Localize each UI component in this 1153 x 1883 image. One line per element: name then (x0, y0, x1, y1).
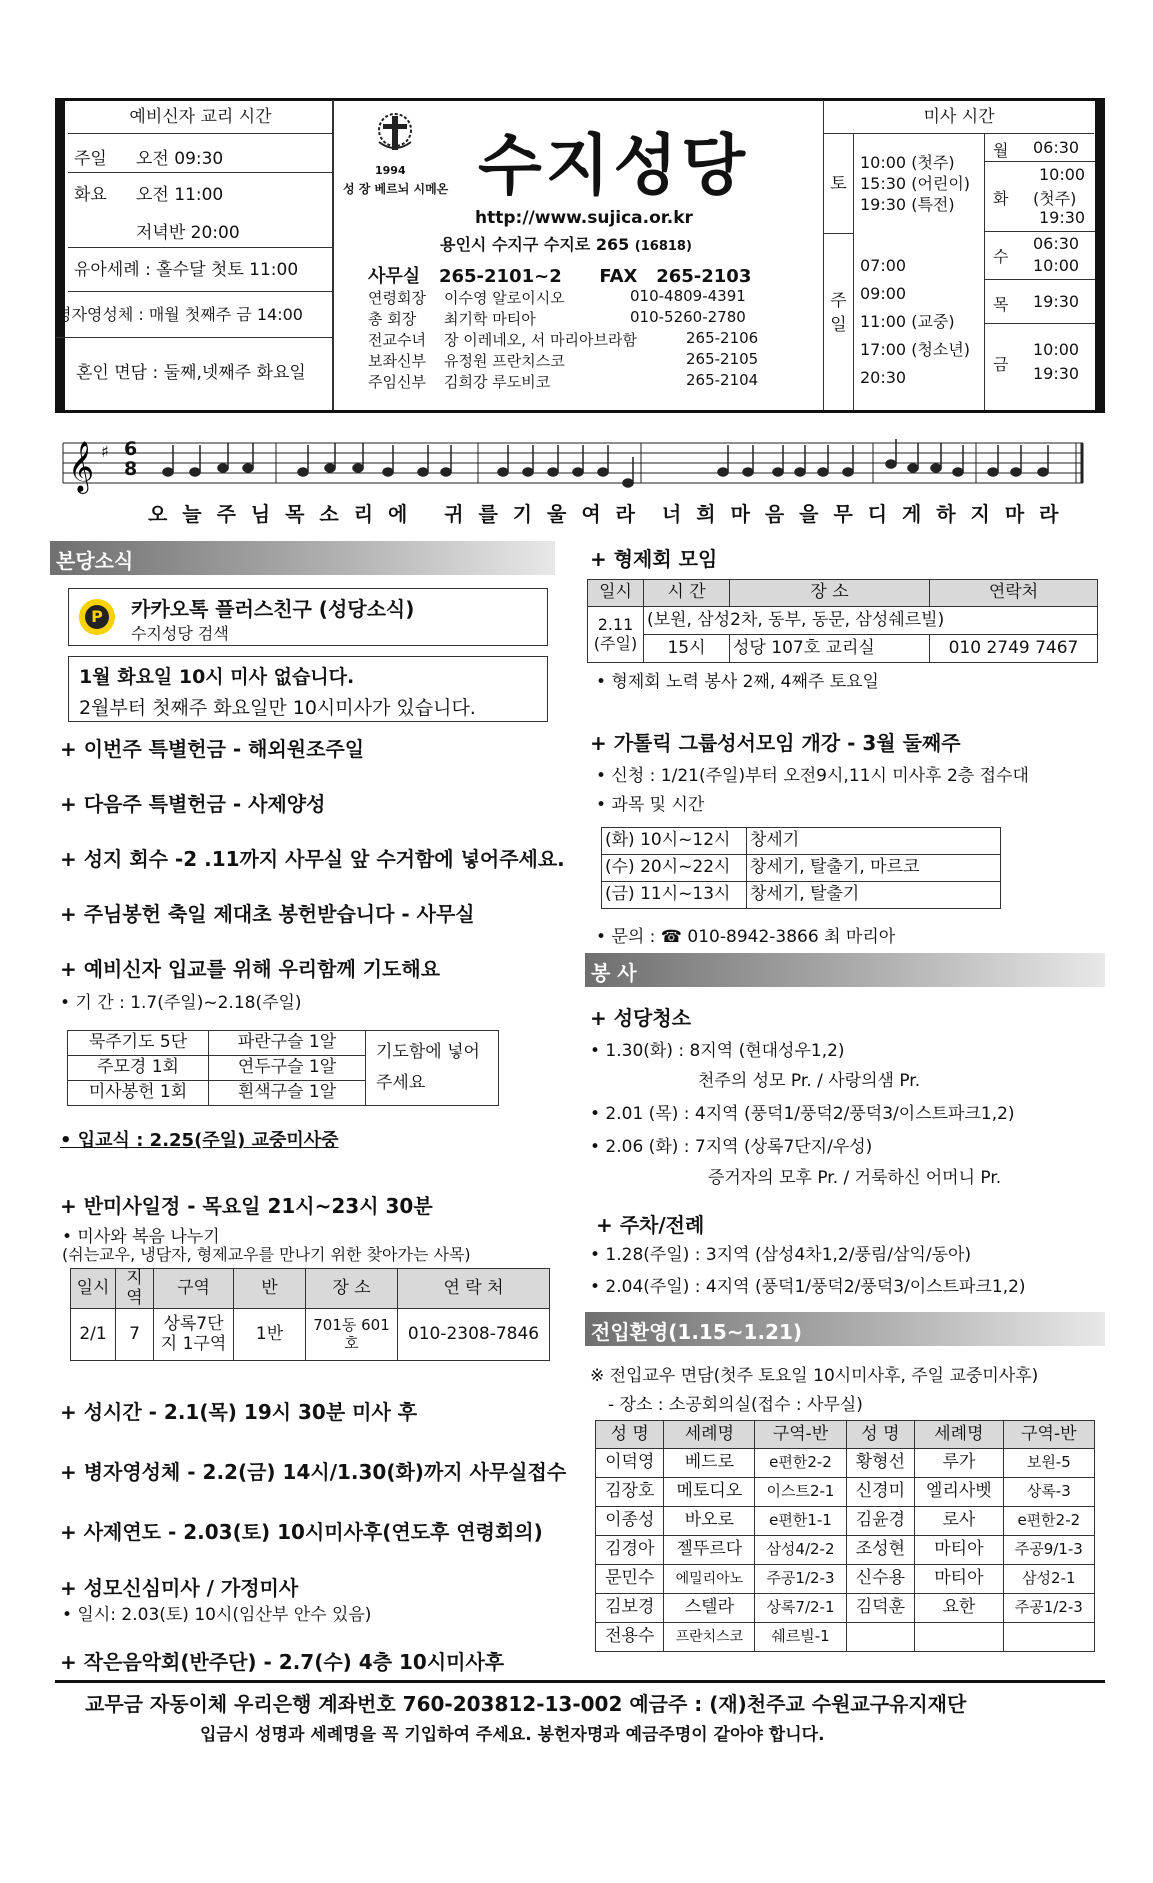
marriage-consult: 혼인 면담 : 둘째,넷째주 화요일 (76, 363, 306, 383)
table-cell: 2/1 (71, 1309, 116, 1361)
table-cell: 1반 (234, 1309, 306, 1361)
footer-divider (55, 1680, 1105, 1683)
table-header: 연 락 처 (398, 1269, 550, 1309)
table-cell: 흰색구슬 1알 (209, 1081, 366, 1106)
brothers-note: • 형제회 노력 봉사 2째, 4째주 토요일 (596, 672, 879, 692)
table-row (602, 855, 1001, 882)
table-cell: 701동 601호 (306, 1309, 398, 1361)
table-row (68, 1031, 499, 1056)
weekday-day: 목 (993, 295, 1009, 314)
church-address (440, 232, 692, 255)
cleaning-item: 증거자의 모후 Pr. / 거룩하신 어머니 Pr. (708, 1168, 1002, 1188)
table-cell: 묵주기도 5단 (68, 1031, 209, 1056)
table-cell: 로사 (915, 1507, 1003, 1536)
table-cell: 상록-3 (1003, 1478, 1094, 1507)
kakao-plus-icon: P (79, 599, 115, 635)
notes (58, 435, 1088, 495)
welcome-note-1: ※ 전입교우 면담(첫주 토요일 10시미사후, 주일 교중미사후) (590, 1366, 1039, 1386)
table-cell: 파란구슬 1알 (209, 1031, 366, 1056)
music-staff (58, 435, 1088, 495)
section-title-service: 봉 사 (585, 953, 1105, 987)
table-cell: 주공9/1-3 (1003, 1536, 1094, 1565)
table-row (602, 828, 1001, 855)
table-header: 장 소 (730, 580, 930, 607)
table-header: 세례명 (664, 1421, 755, 1449)
table-row (596, 1623, 1095, 1652)
table-row (71, 1309, 550, 1361)
contact-row (368, 287, 808, 308)
holy-hour: + 성시간 - 2.1(목) 19시 30분 미사 후 (60, 1400, 418, 1424)
edu-time-3: 저녁반 20:00 (136, 223, 240, 243)
table-cell: (보원, 삼성2차, 동부, 동문, 삼성쉐르빌) (644, 607, 1098, 635)
table-cell: 김덕훈 (846, 1594, 914, 1623)
notice-box (68, 656, 548, 722)
table-cell: 김윤경 (846, 1507, 914, 1536)
table-cell (846, 1623, 914, 1652)
contact-row (368, 371, 808, 392)
banmisa-table (70, 1268, 550, 1361)
contact-label: • 문의 : (596, 927, 656, 947)
table-cell: 김경아 (596, 1536, 664, 1565)
table-row (596, 1536, 1095, 1565)
table-header: 일시 (588, 580, 644, 607)
sun-time: 17:00 (청소년) (860, 340, 971, 359)
table-row (596, 1507, 1095, 1536)
table-cell: 신경미 (846, 1478, 914, 1507)
contact-row (368, 329, 808, 350)
table-cell (1003, 1623, 1094, 1652)
section-title-welcome: 전입환영(1.15~1.21) (585, 1312, 1105, 1346)
phone-icon: ☎ (660, 927, 683, 947)
sat-time: 10:00 (첫주) (860, 153, 955, 172)
palm-collection: + 성지 회수 -2 .11까지 사무실 앞 수거함에 넣어주세요. (60, 847, 565, 871)
fax-label: FAX (599, 266, 638, 287)
sun-time: 07:00 (860, 256, 907, 275)
contact-name: 최기학 마티아 (444, 310, 536, 328)
table-cell: 이종성 (596, 1507, 664, 1536)
contact-role: 전교수녀 (368, 331, 426, 349)
sunday-times (860, 252, 970, 392)
marian-mass-note: • 일시: 2.03(토) 10시(임산부 안수 있음) (62, 1605, 372, 1625)
table-header-row (596, 1421, 1095, 1449)
table-cell: (금) 11시~13시 (602, 882, 747, 909)
table-cell: e편한1-1 (755, 1507, 846, 1536)
catechumen-prayer: + 예비신자 입교를 위해 우리함께 기도해요 (60, 957, 441, 981)
table-header: 지역 (116, 1269, 154, 1309)
cleaning-item: 천주의 성모 Pr. / 사랑의샘 Pr. (698, 1071, 921, 1091)
table-cell: 전용수 (596, 1623, 664, 1652)
table-header: 구역-반 (1003, 1421, 1094, 1449)
zip-code: (16818) (634, 239, 692, 254)
kakao-subtitle: 수지성당 검색 (131, 624, 229, 643)
logo-year: 1994 (375, 164, 406, 177)
table-cell: 상록7단지 1구역 (154, 1309, 234, 1361)
table-cell: 쉐르빌-1 (755, 1623, 846, 1652)
candle-offering: + 주님봉헌 축일 제대초 봉헌받습니다 - 사무실 (60, 902, 475, 926)
table-cell: 김보경 (596, 1594, 664, 1623)
table-cell: 삼성4/2-2 (755, 1536, 846, 1565)
kakao-title: 카카오톡 플러스친구 (성당소식) (131, 597, 415, 621)
brothers-meeting-title: + 형제회 모임 (590, 547, 718, 571)
table-cell: 마티아 (915, 1536, 1003, 1565)
weekday-time: 19:30 (1039, 208, 1086, 227)
prayer-note: 기도함에 넣어 주세요 (366, 1031, 499, 1106)
cleaning-item: • 2.01 (목) : 4지역 (풍덕1/풍덕2/풍덕3/이스트파크1,2) (590, 1104, 1015, 1124)
brothers-table (587, 579, 1098, 663)
edu-day-2: 화요 (74, 185, 107, 205)
edu-schedule (68, 134, 333, 248)
table-cell: 루가 (915, 1449, 1003, 1478)
logo-caption: 성 장 베르뇌 시메온 (343, 182, 449, 196)
table-cell: 주모경 1회 (68, 1056, 209, 1081)
contact-name: 김희강 루도비코 (444, 373, 551, 391)
prayer-table (67, 1030, 499, 1106)
table-header: 장 소 (306, 1269, 398, 1309)
fax-number: 265-2103 (656, 266, 752, 287)
table-cell: 상록7/2-1 (755, 1594, 846, 1623)
table-cell: 삼성2-1 (1003, 1565, 1094, 1594)
contact-name: 장 이레네오, 서 마리아브라함 (444, 331, 637, 349)
table-cell: 보원-5 (1003, 1449, 1094, 1478)
table-cell: 2.11 (주일) (588, 607, 644, 663)
table-cell: 이덕영 (596, 1449, 664, 1478)
bible-study-apply: • 신청 : 1/21(주일)부터 오전9시,11시 미사후 2층 접수대 (596, 766, 1029, 786)
table-cell: 7 (116, 1309, 154, 1361)
section-title-parish-news: 본당소식 (50, 541, 555, 575)
weekday-time: 10:00 (1033, 340, 1080, 359)
sun-time: 11:00 (교중) (860, 312, 955, 331)
table-cell: 조성현 (846, 1536, 914, 1565)
church-name: 수지성당 (478, 127, 750, 204)
sick-communion-notice: + 병자영성체 - 2.2(금) 14시/1.30(화)까지 사무실접수 (60, 1460, 567, 1484)
edu-time-1: 오전 09:30 (136, 149, 224, 169)
weekday-time: 19:30 (1033, 292, 1080, 311)
edu-time-2: 오전 11:00 (136, 185, 224, 205)
special-offering-next-week: + 다음주 특별헌금 - 사제양성 (60, 792, 326, 816)
table-cell: 젤뚜르다 (664, 1536, 755, 1565)
table-cell: 창세기, 탈출기 (747, 882, 1001, 909)
notice-line-1: 1월 화요일 10시 미사 없습니다. (79, 666, 355, 688)
contact-row (368, 350, 808, 371)
parking-item: • 2.04(주일) : 4지역 (풍덕1/풍덕2/풍덕3/이스트파크1,2) (590, 1277, 1026, 1297)
entrance-ceremony: • 입교식 : 2.25(주일) 교중미사중 (60, 1130, 339, 1151)
table-cell: 신수용 (846, 1565, 914, 1594)
table-header: 구역 (154, 1269, 234, 1309)
lyrics-line-a: 오 늘 주 님 목 소 리 에 귀 를 기 울 여 라 (148, 502, 639, 526)
weekday-row (985, 134, 1095, 162)
table-header: 세례명 (915, 1421, 1003, 1449)
table-cell: 주공1/2-3 (755, 1565, 846, 1594)
contact-name: 유정원 프란치스코 (444, 352, 565, 370)
time-sig-top: 6 (124, 438, 138, 460)
mass-times-box (823, 100, 1093, 410)
priest-memorial: + 사제연도 - 2.03(토) 10시미사후(연도후 연령회의) (60, 1520, 543, 1544)
contact-phone: 265-2105 (686, 350, 759, 368)
notice-line-2: 2월부터 첫째주 화요일만 10시미사가 있습니다. (79, 697, 476, 719)
weekday-time: (첫주) (1033, 189, 1077, 208)
table-row (596, 1449, 1095, 1478)
table-cell: 요한 (915, 1594, 1003, 1623)
divider (332, 100, 334, 410)
bible-study-subject: • 과목 및 시간 (596, 795, 705, 815)
cleaning-item: • 1.30(화) : 8지역 (현대성우1,2) (590, 1041, 845, 1061)
table-cell: 프란치스코 (664, 1623, 755, 1652)
table-header-row (588, 580, 1098, 607)
table-cell: 김장호 (596, 1478, 664, 1507)
kakao-box[interactable] (68, 588, 548, 646)
contact-phone: 265-2104 (686, 371, 759, 389)
contact-role: 보좌신부 (368, 352, 426, 370)
table-cell: 문민수 (596, 1565, 664, 1594)
weekday-row (985, 162, 1095, 232)
contact-phone: 010-5260-2780 (630, 308, 746, 326)
weekday-time: 19:30 (1033, 364, 1080, 383)
table-row (588, 635, 1098, 663)
sat-time: 19:30 (특전) (860, 195, 955, 214)
weekday-day: 화 (993, 189, 1009, 208)
table-cell: 베드로 (664, 1449, 755, 1478)
saturday-times (860, 152, 970, 215)
church-cleaning-title: + 성당청소 (590, 1006, 692, 1030)
table-cell (915, 1623, 1003, 1652)
contact-list (368, 287, 808, 392)
table-row (596, 1565, 1095, 1594)
table-cell: 메토디오 (664, 1478, 755, 1507)
table-header: 시 간 (644, 580, 730, 607)
weekday-row (985, 280, 1095, 324)
table-cell: (화) 10시~12시 (602, 828, 747, 855)
sat-time: 15:30 (어린이) (860, 174, 971, 193)
office-tel: 265-2101~2 (438, 266, 562, 287)
table-cell: 창세기 (747, 828, 1001, 855)
table-header: 일시 (71, 1269, 116, 1309)
table-cell: (수) 20시~22시 (602, 855, 747, 882)
weekday-time: 06:30 (1033, 138, 1080, 157)
weekday-time: 10:00 (1033, 256, 1080, 275)
contact-name: 이수영 알로이시오 (444, 289, 565, 307)
table-header: 성 명 (596, 1421, 664, 1449)
table-row (602, 882, 1001, 909)
contact-role: 주임신부 (368, 373, 426, 391)
svg-text:𝄞: 𝄞 (68, 441, 95, 492)
table-cell: 마티아 (915, 1565, 1003, 1594)
table-cell: 엘리사벳 (915, 1478, 1003, 1507)
header-right-bar (1095, 98, 1105, 413)
table-cell: 황형선 (846, 1449, 914, 1478)
contact-phone: 010-4809-4391 (630, 287, 746, 305)
header-left-bar (55, 98, 65, 413)
bible-study-contact (596, 922, 895, 947)
divider (68, 172, 333, 173)
contact-role: 연령회장 (368, 289, 426, 307)
table-header-row (71, 1269, 550, 1309)
bible-study-table (601, 827, 1001, 909)
table-cell: 미사봉헌 1회 (68, 1081, 209, 1106)
table-cell: 에밀리아노 (664, 1565, 755, 1594)
address-text: 용인시 수지구 수지로 265 (440, 235, 630, 254)
small-concert: + 작은음악회(반주단) - 2.7(수) 4층 10시미사후 (60, 1650, 505, 1674)
saturday-label: 토 (824, 134, 854, 234)
church-url[interactable]: http://www.sujica.or.kr (475, 208, 693, 228)
parking-liturgy-title: + 주차/전례 (596, 1213, 705, 1237)
table-header: 연락처 (930, 580, 1098, 607)
table-cell: 바오로 (664, 1507, 755, 1536)
welcome-note-2: - 장소 : 소공회의실(접수 : 사무실) (608, 1395, 863, 1415)
sun-time: 20:30 (860, 368, 907, 387)
svg-text:♯: ♯ (101, 442, 109, 461)
marian-mass: + 성모신심미사 / 가정미사 (60, 1576, 299, 1600)
table-cell: 창세기, 탈출기, 마르코 (747, 855, 1001, 882)
weekday-day: 수 (993, 247, 1009, 266)
table-cell: e편한2-2 (1003, 1507, 1094, 1536)
table-cell: 이스트2-1 (755, 1478, 846, 1507)
sick-communion: 병자영성체 : 매월 첫째주 금 14:00 (56, 292, 333, 338)
table-row (588, 607, 1098, 635)
special-offering-this-week: + 이번주 특별헌금 - 해외원조주일 (60, 737, 365, 761)
contact-role: 총 회장 (368, 310, 417, 328)
table-cell: e편한2-2 (755, 1449, 846, 1478)
table-cell: 성당 107호 교리실 (730, 635, 930, 663)
table-row (596, 1594, 1095, 1623)
banmisa-title: + 반미사일정 - 목요일 21시~23시 30분 (60, 1194, 433, 1218)
cleaning-item: • 2.06 (화) : 7지역 (상록7단지/우성) (590, 1137, 873, 1157)
weekday-time: 10:00 (1039, 165, 1086, 184)
weekday-mass (984, 134, 1094, 410)
contact-text: 010-8942-3866 최 마리아 (687, 927, 896, 947)
table-header: 반 (234, 1269, 306, 1309)
table-header: 구역-반 (755, 1421, 846, 1449)
table-cell: 스텔라 (664, 1594, 755, 1623)
table-cell: 010 2749 7467 (930, 635, 1098, 663)
time-sig-bottom: 8 (124, 458, 138, 480)
sun-time: 09:00 (860, 284, 907, 303)
weekday-day: 월 (993, 141, 1009, 160)
welcome-table (595, 1420, 1095, 1652)
weekday-row (985, 324, 1095, 410)
contact-phone: 265-2106 (686, 329, 759, 347)
edu-day-1: 주일 (74, 149, 107, 169)
sunday-label: 주일 (824, 234, 854, 410)
contact-row (368, 308, 808, 329)
footer-bank-info: 교무금 자동이체 우리은행 계좌번호 760-203812-13-002 예금주 : (재)천주교 수원교구유지재단 (85, 1692, 967, 1716)
education-box (56, 100, 333, 410)
mass-title: 미사 시간 (824, 100, 1094, 134)
lyrics-line-b: 너 희 마 음 을 무 디 게 하 지 마 라 (662, 502, 1063, 526)
weekday-day: 금 (993, 355, 1009, 374)
edu-title: 예비신자 교리 시간 (68, 100, 333, 134)
prayer-period: • 기 간 : 1.7(주일)~2.18(주일) (60, 993, 302, 1013)
banmisa-desc-1: • 미사와 복음 나누기 (62, 1227, 220, 1247)
footer-note: 입금시 성명과 세례명을 꼭 기입하여 주세요. 봉헌자명과 예금주명이 같아야 합니다. (200, 1725, 825, 1745)
banmisa-desc-2: (쉬는교우, 냉담자, 형제교우를 만나기 위한 찾아가는 사목) (62, 1245, 471, 1264)
table-cell: 연두구슬 1알 (209, 1056, 366, 1081)
parking-item: • 1.28(주일) : 3지역 (삼성4차1,2/풍림/삼익/동아) (590, 1245, 972, 1265)
office-line (368, 262, 751, 288)
table-cell: 010-2308-7846 (398, 1309, 550, 1361)
weekday-time: 06:30 (1033, 234, 1080, 253)
table-row (596, 1478, 1095, 1507)
infant-baptism: 유아세례 : 홀수달 첫토 11:00 (68, 248, 333, 292)
weekday-row (985, 232, 1095, 280)
table-cell: 15시 (644, 635, 730, 663)
office-label: 사무실 (368, 266, 421, 287)
table-cell: 주공1/2-3 (1003, 1594, 1094, 1623)
table-header: 성 명 (846, 1421, 914, 1449)
bible-study-title: + 가톨릭 그룹성서모임 개강 - 3월 둘째주 (590, 731, 961, 755)
